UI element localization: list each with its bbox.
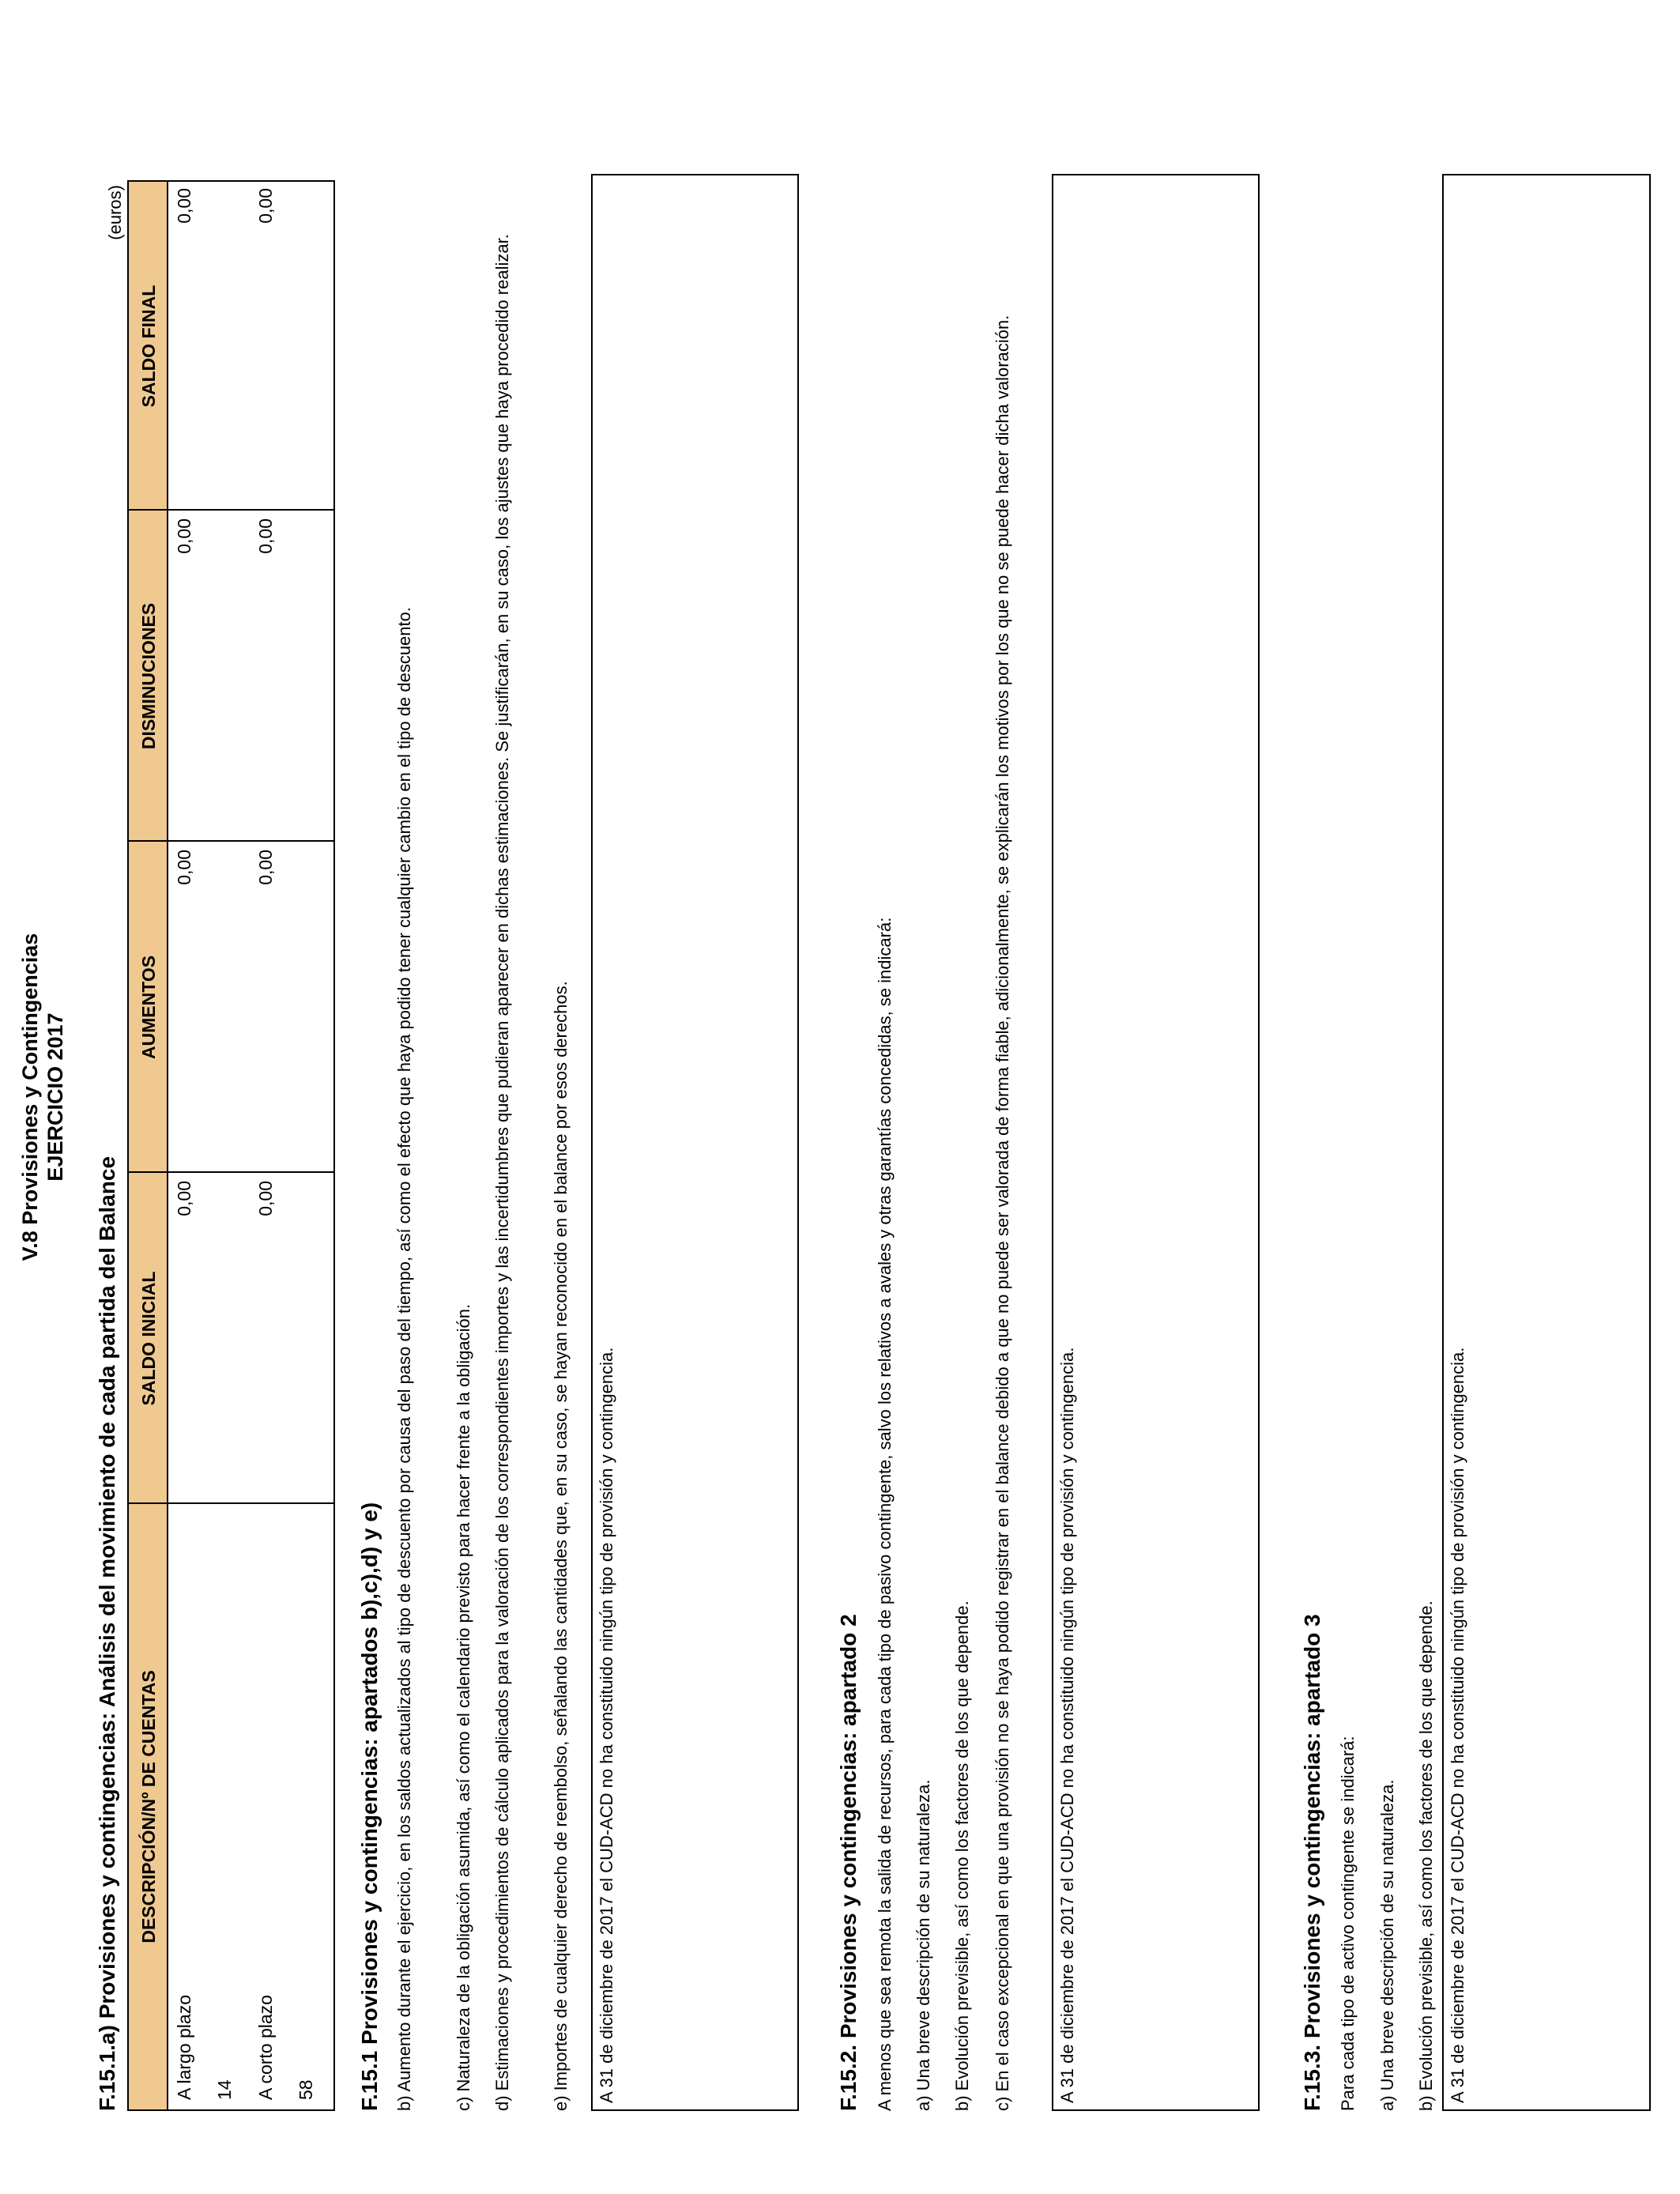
col-divider xyxy=(129,509,333,511)
section-title-f152: F.15.2. Provisiones y contingencias: apartado 2 xyxy=(836,1614,861,2111)
f152-item-c: c) En el caso excepcional en que una provisión no se haya podido registrar en el balance debido a que no puede ser valorada de forma fiable, adicionalmente, se explicarán los motivos por los que no se puede hacer dicha valoración. xyxy=(993,315,1012,2111)
cell-aumentos-largo: 0,00 xyxy=(174,850,194,885)
col-header-descripcion: DESCRIPCIÓN/Nº DE CUENTAS xyxy=(129,1504,168,2109)
col-divider xyxy=(129,1171,333,1173)
row-desc-largo-plazo: A largo plazo xyxy=(174,1995,194,2100)
cell-saldo-inicial-corto: 0,00 xyxy=(255,1181,276,1216)
col-divider xyxy=(129,1502,333,1504)
page-subtitle-year: EJERCICIO 2017 xyxy=(43,1012,67,1182)
cell-saldo-inicial-largo: 0,00 xyxy=(174,1181,194,1216)
f152-response-text: A 31 de diciembre de 2017 el CUD-ACD no ha constituido ningún tipo de provisión y contingencia. xyxy=(1057,1347,1077,2103)
col-divider xyxy=(129,840,333,842)
row-account-58: 58 xyxy=(296,2079,316,2100)
section-title-f151: F.15.1 Provisiones y contingencias: apartados b),c),d) y e) xyxy=(357,1502,382,2111)
cell-saldo-final-largo: 0,00 xyxy=(174,188,194,224)
f153-response-box xyxy=(1442,174,1651,2111)
col-header-saldo-inicial: SALDO INICIAL xyxy=(129,1173,168,1504)
col-header-saldo-final: SALDO FINAL xyxy=(129,182,168,511)
f151-item-c: c) Naturaleza de la obligación asumida, así como el calendario previsto para hacer frente a la obligación. xyxy=(454,1303,473,2111)
cell-saldo-final-corto: 0,00 xyxy=(255,188,276,224)
f151-response-box xyxy=(591,174,799,2111)
row-desc-corto-plazo: A corto plazo xyxy=(255,1995,276,2100)
cell-aumentos-corto: 0,00 xyxy=(255,850,276,885)
section-title-f151a: F.15.1.a) Provisiones y contingencias: Análisis del movimiento de cada partida del Balance xyxy=(95,1155,119,2111)
section-title-f153: F.15.3. Provisiones y contingencias: apartado 3 xyxy=(1300,1614,1324,2111)
cell-disminuciones-corto: 0,00 xyxy=(255,518,276,554)
f152-response-box xyxy=(1052,174,1260,2111)
f151-item-b: b) Aumento durante el ejercicio, en los saldos actualizados al tipo de descuento por causa del paso del tiempo, así como el efecto que haya podido tener cualquier cambio en el tipo de descuento. xyxy=(394,607,414,2111)
movement-table xyxy=(127,180,335,2111)
page-title: V.8 Provisiones y Contingencias xyxy=(18,933,42,1261)
col-header-aumentos: AUMENTOS xyxy=(129,842,168,1173)
f153-response-text: A 31 de diciembre de 2017 el CUD-ACD no ha constituido ningún tipo de provisión y contingencia. xyxy=(1448,1347,1467,2103)
f152-item-b: b) Evolución previsible, así como los factores de los que depende. xyxy=(952,1600,972,2111)
f151-item-d: d) Estimaciones y procedimientos de cálculo aplicados para la valoración de los correspondientes importes y las incertidumbres que pudieran aparecer en dichas estimaciones. Se justificarán, en su caso, los ajustes que haya procedido realizar. xyxy=(492,234,512,2111)
f152-item-a: a) Una breve descripción de su naturaleza. xyxy=(913,1779,933,2111)
f153-item-a: a) Una breve descripción de su naturaleza. xyxy=(1377,1779,1397,2111)
f151-response-text: A 31 de diciembre de 2017 el CUD-ACD no ha constituido ningún tipo de provisión y contingencia. xyxy=(597,1347,616,2103)
col-header-disminuciones: DISMINUCIONES xyxy=(129,511,168,842)
f151-item-e: e) Importes de cualquier derecho de reembolso, señalando las cantidades que, en su caso, se hayan reconocido en el balance por esos derechos. xyxy=(551,981,571,2111)
f153-item-b: b) Evolución previsible, así como los factores de los que depende. xyxy=(1416,1600,1436,2111)
row-account-14: 14 xyxy=(214,2079,235,2100)
cell-disminuciones-largo: 0,00 xyxy=(174,518,194,554)
f153-intro: Para cada tipo de activo contingente se indicará: xyxy=(1338,1736,1358,2111)
f152-intro: A menos que sea remota la salida de recursos, para cada tipo de pasivo contingente, salvo los relativos a avales y otras garantías concedidas, se indicará: xyxy=(875,917,895,2111)
unit-label: (euros) xyxy=(105,185,125,240)
